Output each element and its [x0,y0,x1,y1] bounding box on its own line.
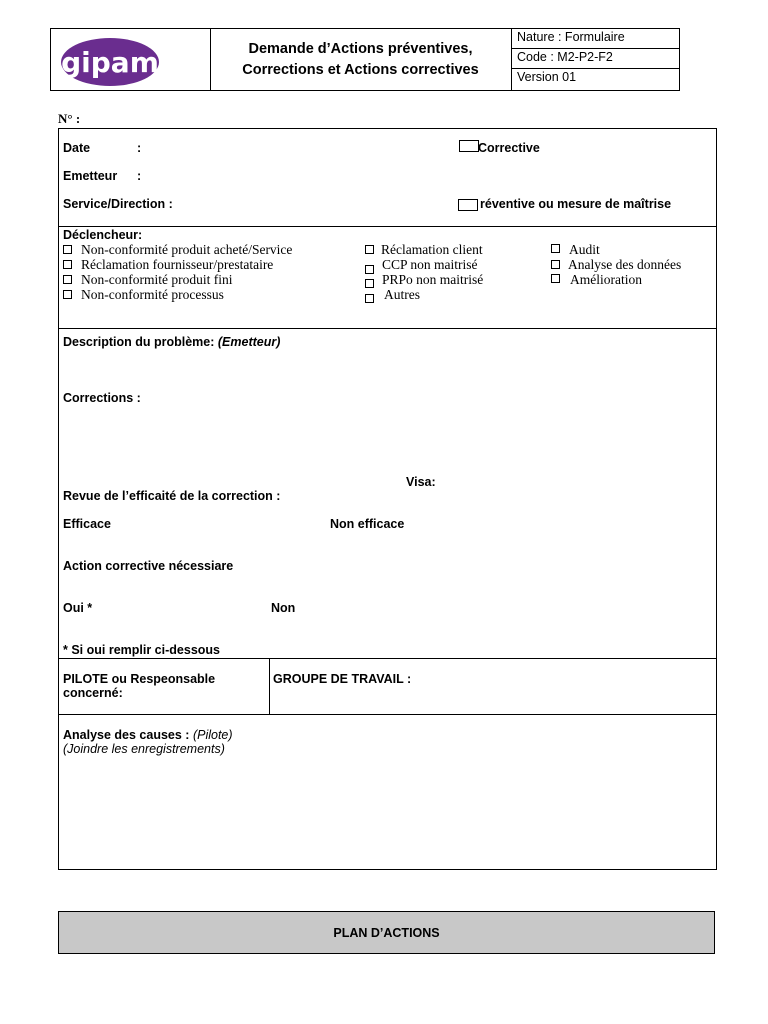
option-ccp: CCP non maitrisé [382,257,478,272]
meta-code: Code : M2-P2-F2 [511,49,679,69]
analyse-causes-section [58,714,717,870]
checkbox-amelioration[interactable] [551,274,560,283]
number-label: N° : [58,111,81,126]
plan-actions-header [58,911,715,954]
analyse-label [63,728,233,742]
option-audit: Audit [569,242,600,257]
option-nc-produit-fini: Non-conformité produit fini [81,272,233,287]
option-prpo: PRPo non maitrisé [382,272,484,287]
revue-efficacite-label: Revue de l’efficaité de la correction : [63,489,281,503]
corrective-label: Corrective [478,141,540,155]
si-oui-label: * Si oui remplir ci-dessous [63,643,220,657]
date-colon: : [137,141,142,155]
checkbox-audit[interactable] [551,244,560,253]
emetteur-colon: : [137,169,142,183]
document-header [50,28,680,91]
preventive-label: réventive ou mesure de maîtrise [480,197,672,211]
checkbox-autres[interactable] [365,294,374,303]
pilote-section [58,658,717,715]
description-section [58,328,717,659]
gipam-logo [51,29,210,90]
date-label: Date [63,141,91,155]
non-label: Non [271,601,296,615]
groupe-travail-label: GROUPE DE TRAVAIL : [273,672,412,686]
oui-label: Oui * [63,601,93,615]
analyse-note: (Pilote) [192,728,233,742]
visa-label: Visa: [406,475,436,489]
efficace-label: Efficace [63,517,111,531]
preventive-checkbox[interactable] [458,199,478,211]
action-necessaire-label: Action corrective nécessiare [63,559,234,573]
document-meta [511,29,679,90]
checkbox-reclamation-client[interactable] [365,245,374,254]
option-reclamation-client: Réclamation client [381,242,483,257]
declencheur-section [58,226,717,329]
declencheur-label: Déclencheur: [63,228,143,242]
option-nc-produit-achete: Non-conformité produit acheté/Service [81,242,293,257]
option-autres: Autres [384,287,420,302]
corrections-label: Corrections : [63,391,141,405]
option-amelioration: Amélioration [570,272,642,287]
checkbox-analyse-donnees[interactable] [551,260,560,269]
plan-actions-label: PLAN D’ACTIONS [333,925,440,940]
meta-version: Version 01 [517,70,577,84]
option-nc-processus: Non-conformité processus [81,287,224,302]
option-analyse-donnees: Analyse des données [568,257,682,272]
pilote-label-line1: PILOTE ou Respeonsable [63,672,216,686]
analyse-note-enregistrements: (Joindre les enregistrements) [63,742,225,756]
description-label-text: Description du problème: [63,335,215,349]
service-direction-label: Service/Direction : [63,197,173,211]
checkbox-ccp[interactable] [365,265,374,274]
option-reclamation-fournisseur: Réclamation fournisseur/prestataire [81,257,274,272]
checkbox-reclamation-fournisseur[interactable] [63,260,72,269]
identification-section [58,128,717,227]
title-line-1: Demande d’Actions préventives, [248,40,473,57]
description-note: (Emetteur) [217,335,281,349]
pilote-label-line2: concerné: [63,686,123,700]
emetteur-label: Emetteur [63,169,118,183]
corrective-checkbox[interactable] [459,140,479,152]
description-label [63,335,280,349]
logo-cell [51,29,211,90]
checkbox-nc-produit-achete[interactable] [63,245,72,254]
logo-text: gipam [61,46,159,79]
checkbox-nc-produit-fini[interactable] [63,275,72,284]
meta-nature: Nature : Formulaire [511,29,679,49]
title-line-2: Corrections et Actions correctives [242,61,479,78]
checkbox-nc-processus[interactable] [63,290,72,299]
checkbox-prpo[interactable] [365,279,374,288]
document-title [210,29,512,90]
analyse-label-text: Analyse des causes : [63,728,190,742]
non-efficace-label: Non efficace [330,517,405,531]
pilote-divider [269,659,270,714]
